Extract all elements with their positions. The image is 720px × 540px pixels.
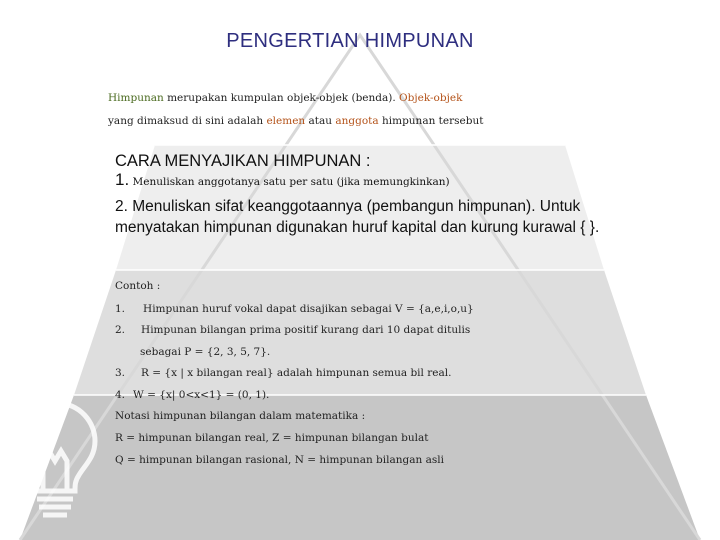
definition-text: merupakan kumpulan objek-objek (benda). <box>163 92 400 104</box>
lightbulb-icon <box>5 395 105 525</box>
example-text: Himpunan bilangan prima positif kurang dari 10 dapat ditulis <box>141 324 471 336</box>
method-2: 2. Menuliskan sifat keanggotaannya (pembangun himpunan). Untuk menyatakan himpunan digunakan huruf kapital dan kurung kurawal { }. <box>115 198 600 236</box>
method-1 <box>115 170 450 190</box>
definition-text: atau <box>305 115 336 127</box>
method-1-number: 1. <box>115 170 130 189</box>
notation-line-1: R = himpunan bilangan real, Z = himpunan bilangan bulat <box>115 432 429 444</box>
example-number: 1. <box>115 303 126 315</box>
term-anggota: anggota <box>335 115 379 127</box>
example-item <box>115 367 451 379</box>
example-text: Himpunan huruf vokal dapat disajikan sebagai V = {a,e,i,o,u} <box>143 303 474 315</box>
example-text: sebagai P = {2, 3, 5, 7}. <box>140 346 271 358</box>
methods-heading: CARA MENYAJIKAN HIMPUNAN : <box>115 152 371 170</box>
term-objek-objek: Objek-objek <box>399 92 463 104</box>
page-title: PENGERTIAN HIMPUNAN <box>226 30 474 52</box>
notation-line-2: Q = himpunan bilangan rasional, N = himpunan bilangan asli <box>115 454 444 466</box>
examples-heading: Contoh : <box>115 280 161 292</box>
definition-text: himpunan tersebut <box>378 115 484 127</box>
term-elemen: elemen <box>266 115 306 127</box>
term-himpunan: Himpunan <box>108 92 164 104</box>
example-item-continued <box>140 346 270 358</box>
definition-line-2 <box>108 115 483 127</box>
method-1-text: Menuliskan anggotanya satu per satu (jika memungkinkan) <box>129 176 450 188</box>
example-item <box>115 324 470 336</box>
example-number: 3. <box>115 367 126 379</box>
definition-text: yang dimaksud di sini adalah <box>108 115 267 127</box>
example-item <box>115 303 474 315</box>
example-number: 4. <box>115 389 126 401</box>
example-text: W = {x| 0<x<1} = (0, 1). <box>133 389 270 401</box>
example-number: 2. <box>115 324 126 336</box>
notation-heading: Notasi himpunan bilangan dalam matematika : <box>115 410 366 422</box>
example-text: R = {x | x bilangan real} adalah himpunan semua bil real. <box>141 367 452 379</box>
example-item <box>115 389 269 401</box>
definition-line-1 <box>108 92 462 104</box>
